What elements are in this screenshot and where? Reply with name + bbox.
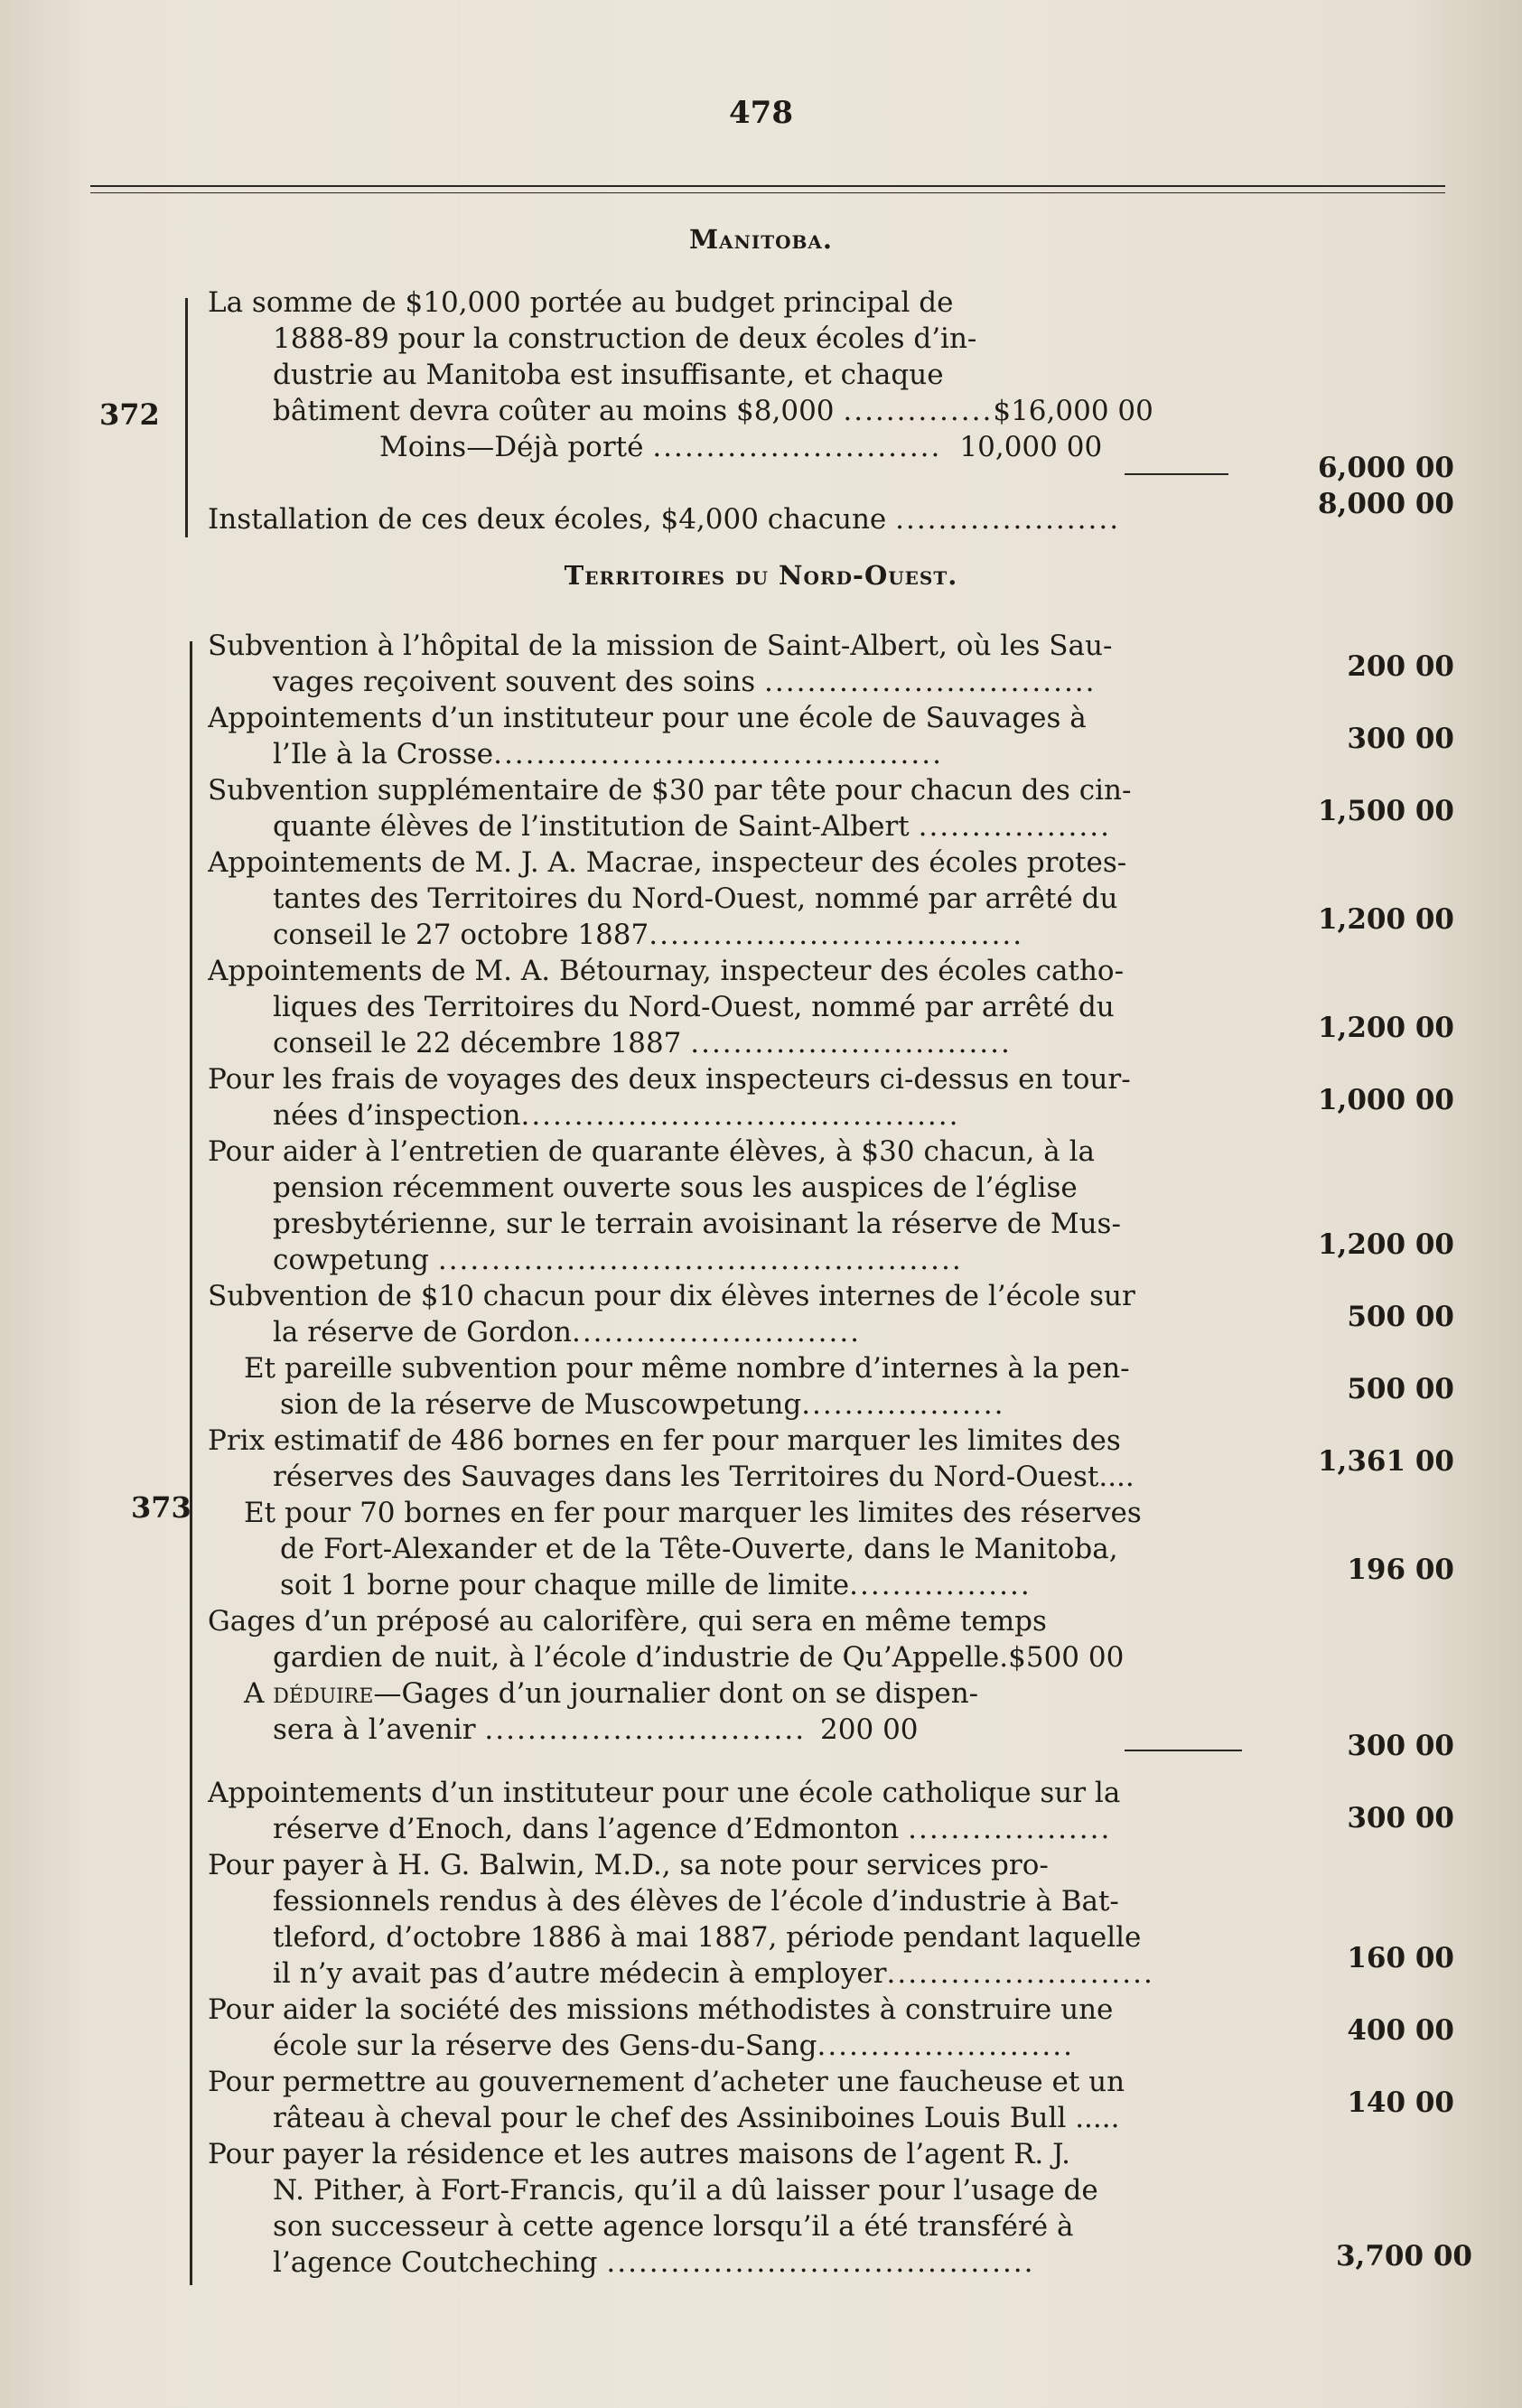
list-item [208,845,1242,953]
entry-line: Pour payer la résidence et les autres maisons de l’agent R. J. [208,2138,1071,2170]
entry-line: La somme de $10,000 portée au budget principal de [208,286,954,319]
entry-line: Appointements d’un instituteur pour une école de Sauvages à [208,702,1087,734]
entry-line: fessionnels rendus à des élèves de l’école d’industrie à Bat- [273,1885,1119,1918]
entry-text: soit 1 borne pour chaque mille de limite [280,1569,850,1601]
inline-amount: $16,000 00 [993,395,1153,427]
entry-text: —Gages d’un journalier dont on se dispen- [373,1677,979,1710]
amount: 1,200 00 [1317,1228,1454,1261]
list-item [208,1278,1242,1350]
entry-line: école sur la réserve des Gens-du-Sang........................ [273,2030,1074,2062]
list-item [244,1495,1242,1603]
entry-text: la réserve de Gordon [273,1316,572,1349]
entry-line: nées d’inspection......................................... [273,1099,960,1132]
entry-line: Appointements de M. A. Bétournay, inspecteur des écoles catho- [208,955,1125,987]
list-item [208,1134,1242,1278]
entry-text: il n’y avait pas d’autre médecin à employer [273,1957,887,1990]
list-item [208,1603,1242,1748]
entry-text: sion de la réserve de Muscowpetung [280,1388,802,1421]
subtotal-rule [1125,1750,1242,1751]
entry-line: N. Pither, à Fort-Francis, qu’il a dû laisser pour l’usage de [273,2174,1098,2207]
entry-line: Pour aider à l’entretien de quarante élèves, à $30 chacun, à la [208,1135,1095,1168]
list-item [208,700,1242,772]
section-heading-manitoba: Manitoba. [688,224,834,255]
entry-line: réserves des Sauvages dans les Territoires du Nord-Ouest.... [273,1461,1134,1493]
entry-line: de Fort-Alexander et de la Tête-Ouverte, dans le Manitoba, [280,1533,1118,1565]
entry-text: cowpetung [273,1244,438,1276]
list-item [244,1350,1242,1423]
inline-amount: 200 00 [820,1713,919,1746]
amount: 8,000 00 [1317,488,1454,520]
amount: 1,000 00 [1317,1084,1454,1116]
list-item [208,2064,1242,2136]
entry-line [208,1639,1242,1675]
list-item [208,772,1242,845]
amount: 6,000 00 [1317,452,1454,484]
entry-text: nées d’inspection [273,1099,521,1132]
entry-line: l’agence Coutcheching ........................................ [273,2246,1035,2279]
entry-line: tleford, d’octobre 1886 à mai 1887, période pendant laquelle [273,1921,1142,1954]
entry-line: 1888-89 pour la construction de deux écoles d’in- [273,322,977,355]
entry-line: Pour les frais de voyages des deux inspecteurs ci-dessus en tour- [208,1063,1131,1096]
entry-line: il n’y avait pas d’autre médecin à employer......................... [273,1957,1154,1990]
entry-text: réserve d’Enoch, dans l’agence d’Edmonton [273,1813,909,1845]
entry-text: gardien de nuit, à l’école d’industrie de Qu’Appelle. [273,1641,1009,1674]
entry-line: dustrie au Manitoba est insuffisante, et chaque [273,359,944,391]
section-heading-territoires: Territoires du Nord-Ouest. [564,560,958,591]
entry-text: Installation de ces deux écoles, $4,000 chacune [208,503,896,536]
amount: 300 00 [1347,723,1454,755]
list-item [208,953,1242,1061]
entry-text: école sur la réserve des Gens-du-Sang [273,2030,817,2062]
entry-text: l’agence Coutcheching [273,2246,607,2279]
entry-line: bâtiment devra coûter au moins $8,000 ..............$16,000 00 [273,395,1153,427]
entry-text: conseil le 22 décembre 1887 [273,1027,691,1059]
manitoba-entry [208,285,1242,465]
entry-line: conseil le 27 octobre 1887................................... [273,919,1024,951]
amount: 196 00 [1347,1554,1454,1586]
brace-373 [190,641,192,2285]
list-item [208,1992,1242,2064]
amount: 200 00 [1347,650,1454,683]
entry-line [208,1675,1242,1712]
list-item [208,1423,1242,1495]
entry-line: Subvention à l’hôpital de la mission de Saint-Albert, où les Sau- [208,630,1113,662]
list-item [208,628,1242,700]
list-item [208,1847,1242,1992]
entry-line: Appointements d’un instituteur pour une école catholique sur la [208,1777,1121,1809]
amount: 140 00 [1347,2086,1454,2119]
entry-line: la réserve de Gordon........................... [273,1316,862,1349]
entry-text: Moins—Déjà porté [379,431,653,463]
header-rule-thin [90,192,1445,193]
page-number: 478 [729,95,793,131]
amount: 300 00 [1347,1802,1454,1834]
header-rule [90,185,1445,187]
vote-number-373: 373 [131,1490,191,1525]
list-item [208,1775,1242,1847]
entry-line: sera à l’avenir .............................. 200 00 [273,1713,919,1746]
entry-line: Gages d’un préposé au calorifère, qui sera en même temps [208,1605,1047,1638]
entry-text: vages reçoivent souvent des soins [273,666,765,698]
entry-line: Pour aider la société des missions méthodistes à construire une [208,1993,1114,2026]
brace-372 [185,298,188,537]
entry-text: sera à l’avenir [273,1713,485,1746]
entry-text: bâtiment devra coûter au moins $8,000 [273,395,844,427]
entry-line: conseil le 22 décembre 1887 .............................. [273,1027,1012,1059]
manitoba-install-entry [208,501,1242,537]
entry-line: Subvention supplémentaire de $30 par tête pour chacun des cin- [208,774,1132,807]
entry-text: quante élèves de l’institution de Saint-Albert [273,810,919,843]
entry-line: râteau à cheval pour le chef des Assiniboines Louis Bull ..... [273,2102,1120,2134]
inline-amount: 10,000 00 [959,431,1103,463]
amount: 1,500 00 [1317,795,1454,827]
amount: 400 00 [1347,2014,1454,2047]
entry-line: Et pareille subvention pour même nombre d’internes à la pen- [244,1352,1130,1385]
amount: 3,700 00 [1335,2240,1472,2273]
entry-line: cowpetung ................................................. [273,1244,963,1276]
amount: 160 00 [1347,1942,1454,1974]
entry-line: Moins—Déjà porté ........................... 10,000 00 [379,431,1103,463]
entry-line: Et pour 70 bornes en fer pour marquer les limites des réserves [244,1497,1142,1529]
list-item [208,2136,1242,2281]
entry-line: son successeur à cette agence lorsqu’il a été transféré à [273,2210,1074,2243]
vote-number-372: 372 [99,397,160,432]
entry-text: conseil le 27 octobre 1887 [273,919,649,951]
entry-line: pension récemment ouverte sous les auspices de l’église [273,1171,1078,1204]
entry-line: Prix estimatif de 486 bornes en fer pour marquer les limites des [208,1424,1121,1457]
entry-line: l’Ile à la Crosse.......................................... [273,738,943,770]
amount: 1,361 00 [1317,1445,1454,1478]
amount: 500 00 [1347,1373,1454,1405]
entry-line: quante élèves de l’institution de Saint-Albert .................. [273,810,1111,843]
entry-line: presbytérienne, sur le terrain avoisinant la réserve de Mus- [273,1208,1121,1240]
amount: 1,200 00 [1317,903,1454,936]
entry-line: Subvention de $10 chacun pour dix élèves internes de l’école sur [208,1280,1135,1312]
entry-line: soit 1 borne pour chaque mille de limite................. [280,1569,1032,1601]
entry-line: Pour permettre au gouvernement d’acheter une faucheuse et un [208,2066,1125,2098]
entry-line: Pour payer à H. G. Balwin, M.D., sa note pour services pro- [208,1849,1049,1881]
entry-line: liques des Territoires du Nord-Ouest, nommé par arrêté du [273,991,1115,1023]
amount: 300 00 [1347,1730,1454,1762]
deduct-label: A déduire [244,1677,374,1710]
entry-line: Appointements de M. J. A. Macrae, inspecteur des écoles protes- [208,846,1127,879]
amount: 1,200 00 [1317,1012,1454,1044]
entry-line: vages reçoivent souvent des soins ............................... [273,666,1097,698]
entry-line: réserve d’Enoch, dans l’agence d’Edmonton ................... [273,1813,1112,1845]
list-item [208,1061,1242,1134]
subtotal-rule [1125,473,1228,475]
amount: 500 00 [1347,1301,1454,1333]
entry-line: tantes des Territoires du Nord-Ouest, nommé par arrêté du [273,882,1118,915]
inline-amount: $500 00 [1008,1641,1125,1674]
entry-text: l’Ile à la Crosse [273,738,494,770]
entry-line: sion de la réserve de Muscowpetung................... [280,1388,1005,1421]
entry-line: Installation de ces deux écoles, $4,000 chacune ..................... [208,503,1121,536]
